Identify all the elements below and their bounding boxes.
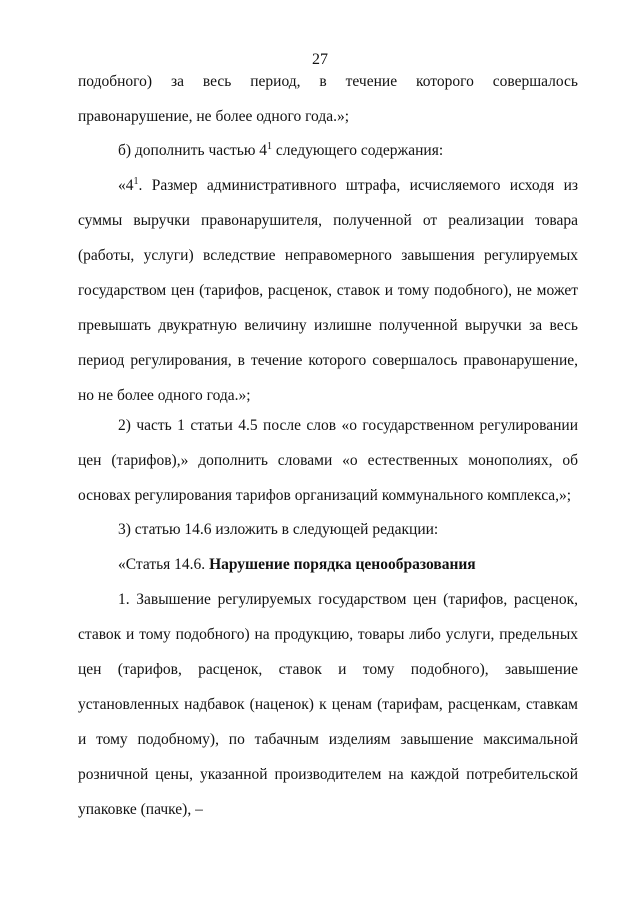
paragraph-text: 1. Завышение регулируемых государством цен (тарифов, расценок, ставок и тому подобного) на продукцию, товары либо услуги, предельных цен (тарифов, расценок, ставок и тому подобного), завышение установленных надбавок (наценок) к ценам (тарифам, расценкам, ставкам и тому подобному), по табачным изделиям завышение максимальной розничной цены, указанной производителем на каждой потребительской упаковке (пачке), – [78,591,578,818]
paragraph-text: . Размер административного штрафа, исчисляемого исходя из суммы выручки правонарушителя, полученной от реализации товара (работы, услуги) вследствие неправомерного завышения регулируемых государством цен (тарифов, расценок, ставок и тому подобного), не может превышать двукратную величину излишне полученной выручки за весь период регулирования, в течение которого совершалось правонарушение, но не более одного года.»; [78,177,578,404]
article-heading [78,547,578,582]
paragraph-text: 3) статью 14.6 изложить в следующей редакции: [118,521,439,538]
paragraph-article-part-1 [78,582,578,827]
superscript: 1 [267,141,273,152]
paragraph-text: «4 [118,177,134,194]
paragraph-item-2 [78,408,578,513]
article-number: «Статья 14.6. [118,556,210,573]
page-number: 27 [312,51,328,68]
paragraph-text: следующего содержания: [272,142,444,159]
article-title: Нарушение порядка ценообразования [209,556,476,573]
paragraph-text: подобного) за весь период, в течение которого совершалось правонарушение, не более одного года.»; [78,73,578,125]
paragraph-text: 2) часть 1 статьи 4.5 после слов «о государственном регулировании цен (тарифов),» дополнить словами «о естественных монополиях, об основах регулирования тарифов организаций коммунального комплекса,»; [78,417,578,504]
paragraph-item-3 [78,512,578,547]
paragraph-part-4-1 [78,168,578,413]
paragraph-continuation [78,64,578,134]
superscript: 1 [133,176,139,187]
paragraph-text: б) дополнить частью 4 [118,142,268,159]
paragraph-item-b [78,133,578,168]
